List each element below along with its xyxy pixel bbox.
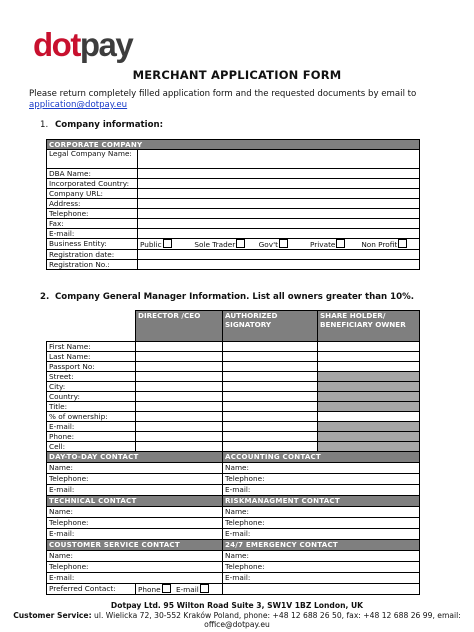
signatory-title-input[interactable] — [223, 402, 318, 412]
corporate-company-table — [46, 139, 420, 270]
footer-customer-service-label: Customer Service: — [13, 610, 92, 620]
day-telephone-field[interactable]: Telephone: — [47, 474, 223, 485]
cell-label: Cell: — [47, 442, 136, 452]
technical-contact-header: TECHNICAL CONTACT — [47, 496, 223, 507]
customer-name-field[interactable]: Name: — [47, 551, 223, 562]
first-name-label: First Name: — [47, 342, 136, 352]
risk-name-field[interactable]: Name: — [223, 507, 420, 518]
section-1-heading — [40, 120, 163, 130]
director-street-input[interactable] — [136, 372, 223, 382]
intro-paragraph — [29, 89, 449, 111]
ownership-label: % of ownership: — [47, 412, 136, 422]
application-email-link[interactable]: application@dotpay.eu — [29, 100, 128, 110]
customer-email-field[interactable]: E-mail: — [47, 573, 223, 584]
legal-name-label: Legal Company Name: — [47, 150, 138, 169]
authorized-signatory-header: AUTHORIZED SIGNATORY — [223, 311, 318, 342]
entity-sole-trader-checkbox[interactable] — [236, 239, 245, 248]
emergency-contact-header: 24/7 EMERGENCY CONTACT — [223, 540, 420, 551]
logo-part-dot: dot — [33, 26, 80, 63]
shareholder-title-cell — [318, 402, 420, 412]
preferred-contact-options — [136, 584, 223, 595]
intro-text: Please return completely filled application form and the requested documents by email to — [29, 89, 417, 99]
incorporated-country-label: Incorporated Country: — [47, 179, 138, 189]
registration-no-label: Registration No.: — [47, 260, 138, 270]
director-cell-input[interactable] — [136, 442, 223, 452]
country-label: Country: — [47, 392, 136, 402]
company-url-label: Company URL: — [47, 189, 138, 199]
signatory-country-input[interactable] — [223, 392, 318, 402]
phone-label: Phone: — [47, 432, 136, 442]
city-label: City: — [47, 382, 136, 392]
signatory-ownership-input[interactable] — [223, 412, 318, 422]
fax-label: Fax: — [47, 219, 138, 229]
customer-telephone-field[interactable]: Telephone: — [47, 562, 223, 573]
emergency-telephone-field[interactable]: Telephone: — [223, 562, 420, 573]
director-last-name-input[interactable] — [136, 352, 223, 362]
last-name-label: Last Name: — [47, 352, 136, 362]
title-label: Title: — [47, 402, 136, 412]
director-country-input[interactable] — [136, 392, 223, 402]
footer — [0, 601, 474, 630]
signatory-city-input[interactable] — [223, 382, 318, 392]
accounting-contact-header: ACCOUNTING CONTACT — [223, 452, 420, 463]
risk-contact-header: RISKMANAGMENT CONTACT — [223, 496, 420, 507]
signatory-street-input[interactable] — [223, 372, 318, 382]
preferred-phone-checkbox[interactable] — [162, 584, 171, 593]
footer-customer-service — [0, 611, 474, 621]
entity-non-profit-checkbox[interactable] — [398, 239, 407, 248]
preferred-email-checkbox[interactable] — [200, 584, 209, 593]
entity-private-label: Private — [309, 240, 336, 249]
passport-label: Passport No: — [47, 362, 136, 372]
section-1-label: Company information: — [55, 120, 164, 130]
entity-public-checkbox[interactable] — [163, 239, 172, 248]
shareholder-city-cell — [318, 382, 420, 392]
dotpay-logo — [33, 28, 132, 61]
registration-no-input[interactable] — [138, 260, 420, 270]
registration-date-input[interactable] — [138, 250, 420, 260]
accounting-telephone-field[interactable]: Telephone: — [223, 474, 420, 485]
telephone-label: Telephone: — [47, 209, 138, 219]
shareholder-phone-cell — [318, 432, 420, 442]
signatory-passport-input[interactable] — [223, 362, 318, 372]
director-city-input[interactable] — [136, 382, 223, 392]
street-label: Street: — [47, 372, 136, 382]
emergency-name-field[interactable]: Name: — [223, 551, 420, 562]
preferred-contact-label: Preferred Contact: — [47, 584, 136, 595]
shareholder-street-cell — [318, 372, 420, 382]
entity-public-label: Public — [140, 240, 162, 249]
shareholder-last-name-input[interactable] — [318, 352, 420, 362]
accounting-name-field[interactable]: Name: — [223, 463, 420, 474]
section-1-number: 1. — [40, 120, 49, 130]
section-2-number: 2. — [40, 292, 50, 302]
accounting-email-field[interactable]: E-mail: — [223, 485, 420, 496]
emergency-extra-field[interactable] — [223, 584, 420, 595]
technical-name-field[interactable]: Name: — [47, 507, 223, 518]
entity-sole-trader-label: Sole Trader — [194, 240, 236, 249]
contacts-table — [46, 451, 420, 595]
footer-email: office@dotpay.eu — [204, 620, 270, 629]
section-2-label: Company General Manager Information. List all owners greater than 10%. — [55, 292, 414, 302]
signatory-first-name-input[interactable] — [223, 342, 318, 352]
address-label: Address: — [47, 199, 138, 209]
technical-email-field[interactable]: E-mail: — [47, 529, 223, 540]
signatory-last-name-input[interactable] — [223, 352, 318, 362]
director-passport-input[interactable] — [136, 362, 223, 372]
signatory-email-input[interactable] — [223, 422, 318, 432]
risk-telephone-field[interactable]: Telephone: — [223, 518, 420, 529]
entity-private-checkbox[interactable] — [336, 239, 345, 248]
email-input[interactable] — [138, 229, 420, 239]
business-entity-label: Business Entity: — [47, 239, 138, 250]
owner-email-label: E-mail: — [47, 422, 136, 432]
incorporated-country-input[interactable] — [138, 179, 420, 189]
entity-govt-label: Gov't — [258, 240, 278, 249]
signatory-cell-input[interactable] — [223, 442, 318, 452]
director-ownership-input[interactable] — [136, 412, 223, 422]
director-first-name-input[interactable] — [136, 342, 223, 352]
dba-name-label: DBA Name: — [47, 169, 138, 179]
director-title-input[interactable] — [136, 402, 223, 412]
shareholder-passport-input[interactable] — [318, 362, 420, 372]
address-input[interactable] — [138, 199, 420, 209]
business-entity-options — [138, 239, 420, 250]
risk-email-field[interactable]: E-mail: — [223, 529, 420, 540]
footer-contact-details: ul. Wielicka 72, 30-552 Kraków Poland, phone: +48 12 688 26 50, fax: +48 12 688 26 99, email: — [94, 610, 461, 620]
email-label: E-mail: — [47, 229, 138, 239]
shareholder-ownership-input[interactable] — [318, 412, 420, 422]
technical-telephone-field[interactable]: Telephone: — [47, 518, 223, 529]
day-email-field[interactable]: E-mail: — [47, 485, 223, 496]
shareholder-country-cell — [318, 392, 420, 402]
footer-address: Dotpay Ltd. 95 Wilton Road Suite 3, SW1V 1BZ London, UK — [110, 601, 364, 610]
director-email-input[interactable] — [136, 422, 223, 432]
registration-date-label: Registration date: — [47, 250, 138, 260]
page-title: MERCHANT APPLICATION FORM — [132, 68, 342, 82]
fax-input[interactable] — [138, 219, 420, 229]
telephone-input[interactable] — [138, 209, 420, 219]
emergency-email-field[interactable]: E-mail: — [223, 573, 420, 584]
day-name-field[interactable]: Name: — [47, 463, 223, 474]
legal-name-input[interactable] — [138, 150, 420, 169]
logo-part-pay: pay — [79, 26, 133, 63]
owners-corner-blank — [47, 311, 136, 342]
customer-service-contact-header: COUSTOMER SERVICE CONTACT — [47, 540, 223, 551]
shareholder-cell-cell — [318, 442, 420, 452]
day-to-day-contact-header: DAY-TO-DAY CONTACT — [47, 452, 223, 463]
dba-name-input[interactable] — [138, 169, 420, 179]
shareholder-email-cell — [318, 422, 420, 432]
signatory-phone-input[interactable] — [223, 432, 318, 442]
shareholder-header: SHARE HOLDER/ BENEFICIARY OWNER — [318, 311, 420, 342]
entity-govt-checkbox[interactable] — [279, 239, 288, 248]
shareholder-first-name-input[interactable] — [318, 342, 420, 352]
section-2-heading — [40, 292, 414, 302]
preferred-email-label: E-mail — [175, 585, 199, 594]
director-ceo-header: DIRECTOR /CEO — [136, 311, 223, 342]
entity-non-profit-label: Non Profit — [361, 240, 398, 249]
preferred-phone-label: Phone — [138, 585, 161, 594]
corporate-company-header: CORPORATE COMPANY — [47, 140, 420, 150]
owners-table — [46, 310, 420, 452]
director-phone-input[interactable] — [136, 432, 223, 442]
company-url-input[interactable] — [138, 189, 420, 199]
